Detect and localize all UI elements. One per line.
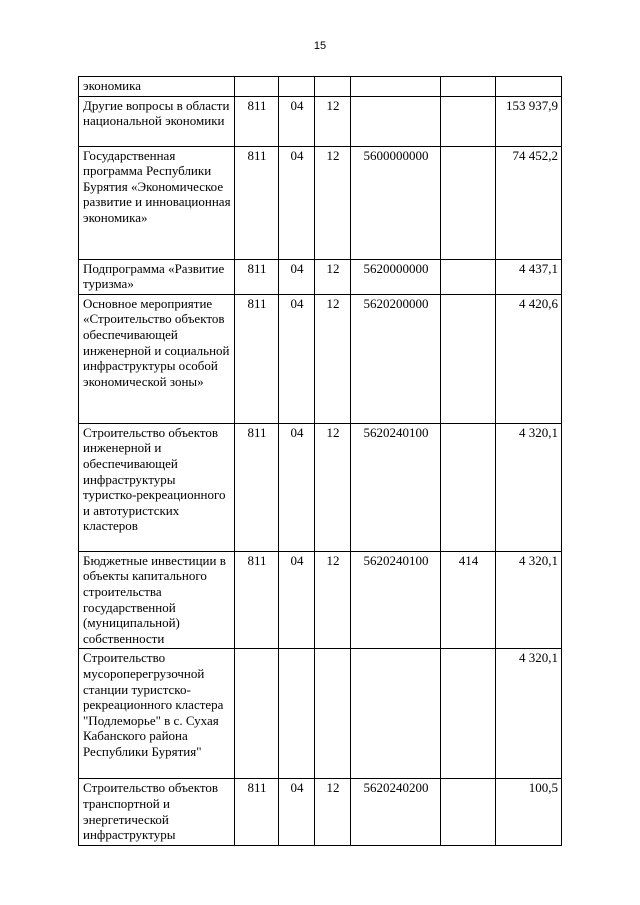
row-name: Бюджетные инвестиции в объекты капитального строительства государственной (муниципальной) собственности (79, 551, 235, 649)
ministry-code: 811 (235, 779, 279, 845)
amount: 4 320,1 (496, 551, 562, 649)
target-code (351, 649, 441, 779)
target-code: 5620200000 (351, 294, 441, 423)
amount: 100,5 (496, 779, 562, 845)
table-row (79, 649, 562, 779)
table-row (79, 779, 562, 845)
subsection-code: 12 (315, 423, 351, 551)
amount: 74 452,2 (496, 146, 562, 259)
row-name: Подпрограмма «Развитие туризма» (79, 259, 235, 294)
subsection-code: 12 (315, 96, 351, 146)
table-row (79, 77, 562, 97)
target-code: 5600000000 (351, 146, 441, 259)
subsection-code: 12 (315, 779, 351, 845)
section-code: 04 (279, 423, 315, 551)
section-code: 04 (279, 146, 315, 259)
ministry-code: 811 (235, 423, 279, 551)
table-row (79, 146, 562, 259)
expense-type-code (441, 779, 496, 845)
subsection-code: 12 (315, 294, 351, 423)
section-code: 04 (279, 294, 315, 423)
target-code: 5620000000 (351, 259, 441, 294)
subsection-code: 12 (315, 259, 351, 294)
expense-type-code (441, 96, 496, 146)
expense-type-code (441, 146, 496, 259)
page-number: 15 (313, 40, 327, 52)
subsection-code (315, 77, 351, 97)
row-name: Строительство объектов транспортной и энергетической инфраструктуры (79, 779, 235, 845)
expense-type-code: 414 (441, 551, 496, 649)
ministry-code: 811 (235, 96, 279, 146)
ministry-code: 811 (235, 259, 279, 294)
target-code (351, 77, 441, 97)
expense-type-code (441, 423, 496, 551)
section-code: 04 (279, 96, 315, 146)
section-code (279, 649, 315, 779)
expense-type-code (441, 294, 496, 423)
table-row (79, 259, 562, 294)
section-code (279, 77, 315, 97)
row-name: Строительство объектов инженерной и обеспечивающей инфраструктуры туристко-рекреационного и автотуристских кластеров (79, 423, 235, 551)
row-name: Строительство мусороперегрузочной станции туристско-рекреационного кластера "Подлеморье" в с. Сухая Кабанского района Республики Бурятия" (79, 649, 235, 779)
table-row (79, 423, 562, 551)
subsection-code: 12 (315, 146, 351, 259)
section-code: 04 (279, 779, 315, 845)
section-code: 04 (279, 259, 315, 294)
table-row (79, 551, 562, 649)
subsection-code: 12 (315, 551, 351, 649)
expense-type-code (441, 259, 496, 294)
subsection-code (315, 649, 351, 779)
target-code (351, 96, 441, 146)
amount: 4 320,1 (496, 649, 562, 779)
ministry-code: 811 (235, 294, 279, 423)
row-name: Основное мероприятие «Строительство объектов обеспечивающей инженерной и социальной инфраструктуры особой экономической зоны» (79, 294, 235, 423)
expense-type-code (441, 649, 496, 779)
budget-table (78, 76, 562, 846)
target-code: 5620240100 (351, 423, 441, 551)
row-name: Государственная программа Республики Бурятия «Экономическое развитие и инновационная экономика» (79, 146, 235, 259)
expense-type-code (441, 77, 496, 97)
target-code: 5620240100 (351, 551, 441, 649)
ministry-code: 811 (235, 146, 279, 259)
row-name: экономика (79, 77, 235, 97)
ministry-code: 811 (235, 551, 279, 649)
amount: 4 320,1 (496, 423, 562, 551)
row-name: Другие вопросы в области национальной экономики (79, 96, 235, 146)
amount: 4 437,1 (496, 259, 562, 294)
amount (496, 77, 562, 97)
amount: 153 937,9 (496, 96, 562, 146)
ministry-code (235, 649, 279, 779)
table-row (79, 294, 562, 423)
target-code: 5620240200 (351, 779, 441, 845)
table-row (79, 96, 562, 146)
section-code: 04 (279, 551, 315, 649)
ministry-code (235, 77, 279, 97)
amount: 4 420,6 (496, 294, 562, 423)
